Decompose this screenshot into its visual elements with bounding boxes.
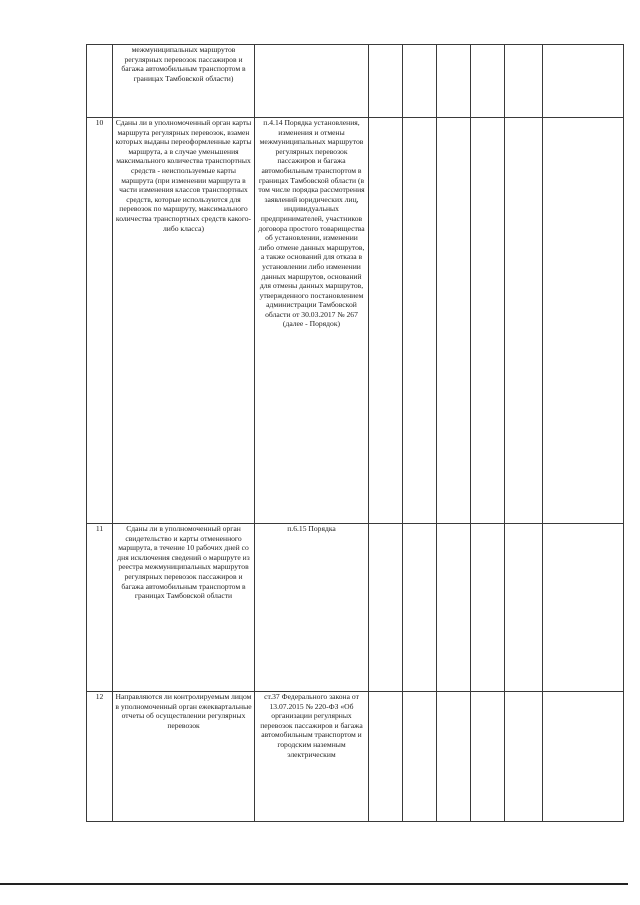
table-row — [87, 45, 624, 118]
answer-extra-cell — [471, 118, 505, 524]
answer-na-cell — [437, 45, 471, 118]
footer-rule — [0, 883, 628, 885]
checklist-table — [86, 44, 624, 822]
answer-extra-cell — [471, 45, 505, 118]
answer-no-cell — [403, 692, 437, 822]
answer-extra-cell — [505, 524, 543, 692]
row-number: 10 — [87, 118, 113, 524]
reference-cell — [255, 45, 369, 118]
note-cell — [543, 524, 624, 692]
note-cell — [543, 45, 624, 118]
answer-na-cell — [437, 524, 471, 692]
answer-extra-cell — [505, 118, 543, 524]
answer-extra-cell — [471, 524, 505, 692]
question-cell: Сданы ли в уполномоченный орган карты маршрута регулярных перевозок, взамен которых выданы переоформленные карты маршрута, а в случае уменьшения максимального количества транспортных средств - неиспользуемые карты маршрута (при изменении маршрута в части изменения классов транспортных средств, которые используются для перевозок по маршруту, максимального количества транспортных средств какого-либо класса) — [113, 118, 255, 524]
answer-extra-cell — [505, 45, 543, 118]
reference-cell: п.4.14 Порядка установления, изменения и отмены межмуниципальных маршрутов регулярных перевозок пассажиров и багажа автомобильным транспортом в границах Тамбовской области (в том числе порядка рассмотрения заявлений юридических лиц, индивидуальных предпринимателей, участников договора простого товарищества об установлении, изменении либо отмене данных маршрутов, а также оснований для отказа в установлении либо изменении данных маршрутов, оснований для отмены данных маршрутов, утвержденного постановлением администрации Тамбовской области от 30.03.2017 № 267 (далее - Порядок) — [255, 118, 369, 524]
answer-no-cell — [403, 524, 437, 692]
table-row — [87, 692, 624, 822]
reference-cell: п.6.15 Порядка — [255, 524, 369, 692]
answer-extra-cell — [471, 692, 505, 822]
row-number: 12 — [87, 692, 113, 822]
answer-na-cell — [437, 118, 471, 524]
question-cell: Сданы ли в уполномоченный орган свидетельство и карты отмененного маршрута, в течение 10 рабочих дней со дня исключения сведений о маршруте из реестра межмуниципальных маршрутов регулярных перевозок пассажиров и багажа автомобильным транспортом в границах Тамбовской области — [113, 524, 255, 692]
question-cell: Направляются ли контролируемым лицом в уполномоченный орган ежеквартальные отчеты об осуществлении регулярных перевозок — [113, 692, 255, 822]
question-cell: межмуниципальных маршрутов регулярных перевозок пассажиров и багажа автомобильным транспортом в границах Тамбовской области) — [113, 45, 255, 118]
reference-cell: ст.37 Федерального закона от 13.07.2015 № 220-ФЗ «Об организации регулярных перевозок пассажиров и багажа автомобильным транспортом и городским наземным электрическим — [255, 692, 369, 822]
row-number — [87, 45, 113, 118]
table-row — [87, 524, 624, 692]
answer-yes-cell — [369, 524, 403, 692]
answer-yes-cell — [369, 45, 403, 118]
row-number: 11 — [87, 524, 113, 692]
answer-na-cell — [437, 692, 471, 822]
note-cell — [543, 692, 624, 822]
answer-extra-cell — [505, 692, 543, 822]
answer-yes-cell — [369, 692, 403, 822]
table-row — [87, 118, 624, 524]
answer-no-cell — [403, 45, 437, 118]
note-cell — [543, 118, 624, 524]
answer-no-cell — [403, 118, 437, 524]
answer-yes-cell — [369, 118, 403, 524]
